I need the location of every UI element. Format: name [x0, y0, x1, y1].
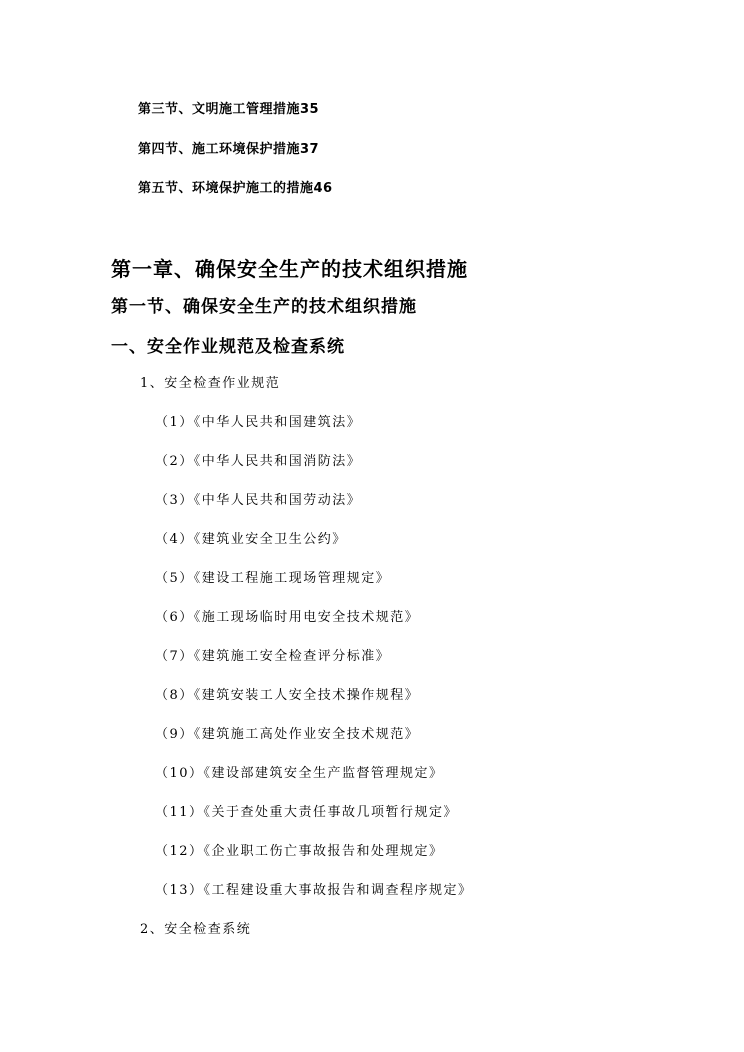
regulation-item: （13）《工程建设重大事故报告和调查程序规定》: [155, 883, 473, 898]
regulation-item: （1）《中华人民共和国建筑法》: [155, 415, 362, 430]
regulation-item: （6）《施工现场临时用电安全技术规范》: [155, 610, 420, 625]
regulation-item: （9）《建筑施工高处作业安全技术规范》: [155, 727, 420, 742]
regulation-item: （2）《中华人民共和国消防法》: [155, 454, 362, 469]
item-1-title: 1、安全检查作业规范: [140, 376, 281, 391]
chapter-title: 第一章、确保安全生产的技术组织措施: [111, 257, 468, 281]
regulation-item: （5）《建设工程施工现场管理规定》: [155, 571, 391, 586]
section-title: 第一节、确保安全生产的技术组织措施: [111, 297, 417, 317]
subsection-title: 一、安全作业规范及检查系统: [111, 337, 345, 357]
regulation-item: （4）《建筑业安全卫生公约》: [155, 532, 347, 547]
toc-entry-section-4: 第四节、施工环境保护措施37: [138, 142, 320, 157]
regulation-item: （10）《建设部建筑安全生产监督管理规定》: [155, 766, 444, 781]
regulation-item: （7）《建筑施工安全检查评分标准》: [155, 649, 391, 664]
regulation-item: （11）《关于查处重大责任事故几项暂行规定》: [155, 805, 459, 820]
regulation-item: （3）《中华人民共和国劳动法》: [155, 493, 362, 508]
item-2-title: 2、安全检查系统: [140, 922, 252, 937]
regulation-item: （12）《企业职工伤亡事故报告和处理规定》: [155, 844, 444, 859]
toc-entry-section-3: 第三节、文明施工管理措施35: [138, 102, 320, 117]
toc-entry-section-5: 第五节、环境保护施工的措施46: [138, 181, 333, 196]
regulation-item: （8）《建筑安装工人安全技术操作规程》: [155, 688, 420, 703]
